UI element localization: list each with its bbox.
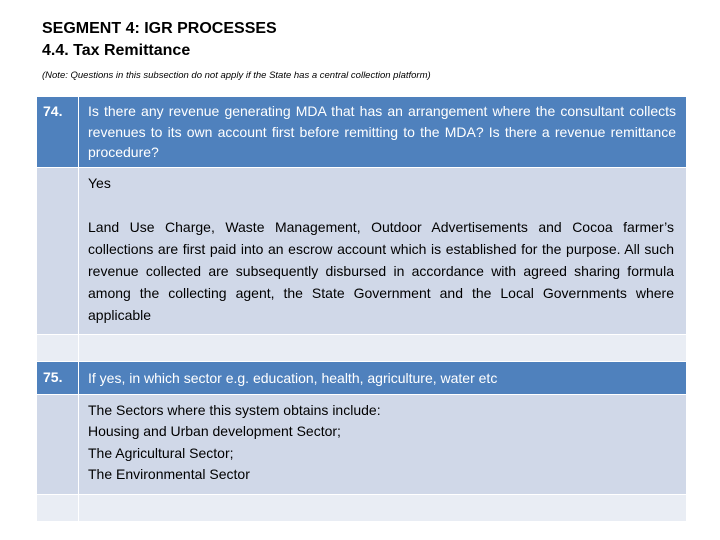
spacer-row xyxy=(37,334,687,361)
question-row-75 xyxy=(37,361,687,394)
answer-row-75 xyxy=(37,394,687,494)
question-number: 74. xyxy=(37,97,79,168)
spacer-row xyxy=(37,494,687,521)
answer-line: Housing and Urban development Sector; xyxy=(88,423,341,439)
question-text: Is there any revenue generating MDA that has an arrangement where the consultant collects revenues to its own account first before remitting to the MDA? Is there a revenue remittance procedure? xyxy=(79,97,687,168)
question-text: If yes, in which sector e.g. education, health, agriculture, water etc xyxy=(79,361,687,394)
answer-number-cell xyxy=(37,394,79,494)
answer-row-74 xyxy=(37,167,687,334)
segment-title: SEGMENT 4: IGR PROCESSES xyxy=(42,20,277,37)
question-row-74 xyxy=(37,97,687,168)
answer-short: Yes xyxy=(88,174,111,191)
section-note: (Note: Questions in this subsection do not apply if the State has a central collection platform) xyxy=(42,70,431,81)
section-title: 4.4. Tax Remittance xyxy=(42,42,191,59)
answer-line: The Agricultural Sector; xyxy=(88,444,234,461)
answer-cell xyxy=(79,394,687,494)
answer-number-cell xyxy=(37,167,79,334)
question-number: 75. xyxy=(37,361,79,394)
answer-line: The Environmental Sector xyxy=(88,466,250,482)
page-header xyxy=(42,18,431,81)
answer-cell xyxy=(79,167,687,334)
answer-detail: Land Use Charge, Waste Management, Outdoor Advertisements and Cocoa farmer’s collections are first paid into an escrow account which is established for the purpose. All such revenue collected are subsequently disbursed in accordance with agreed sharing formula among the collecting agent, the State Government and the Local Governments where applicable xyxy=(88,218,674,323)
answer-line: The Sectors where this system obtains include: xyxy=(88,401,381,418)
questions-table xyxy=(36,96,687,522)
